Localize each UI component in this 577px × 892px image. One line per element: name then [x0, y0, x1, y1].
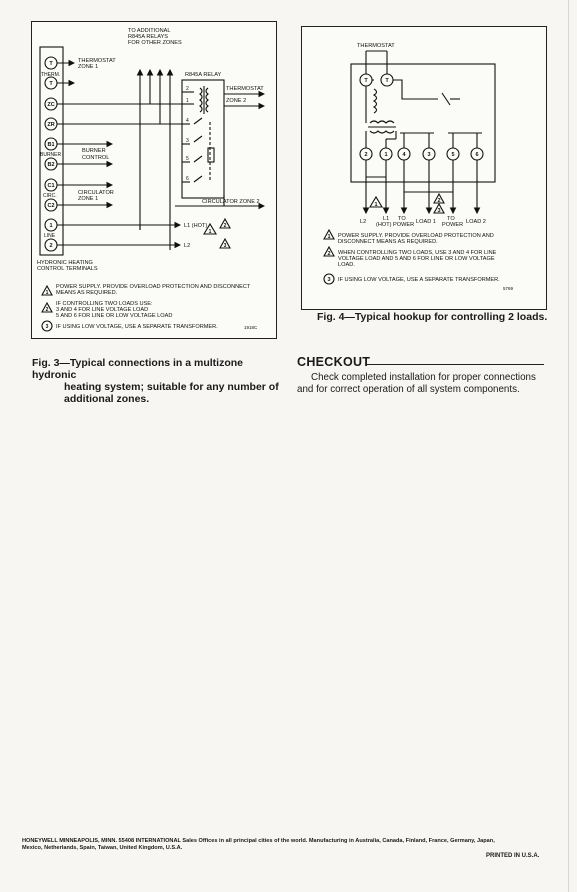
fig3-header-line1: TO ADDITIONAL	[128, 28, 171, 34]
relay-terminal-3: 3	[186, 138, 189, 144]
fig3-tri-1-note: 1	[45, 290, 49, 296]
relay-terminal-5: 5	[186, 156, 189, 162]
fig3-caption-line2: heating system; suitable for any number of	[64, 381, 279, 393]
fig3-l2: L2	[184, 243, 191, 249]
fig3-header-line3: FOR OTHER ZONES	[128, 40, 182, 46]
fig3-caption	[32, 357, 282, 405]
fig4-note2-line1: WHEN CONTROLLING TWO LOADS, USE 3 AND 4 FOR LINE	[338, 250, 497, 256]
fig4-term-6-text: 6	[475, 152, 479, 158]
fig3-terminal-t-lower-text: T	[49, 81, 53, 87]
fig3-terminal-zr-text: ZR	[47, 122, 55, 128]
checkout-body-line2: and for correct operation of all system components.	[297, 384, 520, 395]
fig4-tri-2-diagram: 2	[437, 198, 441, 204]
fig3-note3: IF USING LOW VOLTAGE, USE A SEPARATE TRANSFORMER.	[56, 324, 218, 330]
fig4-l1-line1: L1	[383, 216, 390, 222]
fig3-terminal-b1-text: B1	[47, 142, 55, 148]
fig3-circ-label: CIRC.	[43, 193, 57, 199]
fig3-tri-3-note: 3	[45, 324, 49, 330]
figure-4-wiring-diagram	[302, 27, 546, 309]
relay-terminal-4: 4	[186, 118, 189, 124]
figure-4-box	[301, 26, 547, 310]
checkout-body	[297, 372, 549, 396]
fig3-thermostat-zone2-line1: THERMOSTAT	[226, 86, 264, 92]
fig4-note2-line2: VOLTAGE LOAD AND 5 AND 6 FOR LINE OR LOW VOLTAGE	[338, 256, 495, 262]
fig3-tri-2-diagram: 2	[223, 223, 227, 229]
fig4-load1: LOAD 1	[416, 219, 436, 225]
fig4-term-1-text: 1	[384, 152, 388, 158]
fig3-hydronic-line2: CONTROL TERMINALS	[37, 266, 98, 272]
fig3-caption-line1: Fig. 3—Typical connections in a multizone hydronic	[32, 357, 243, 381]
fig4-l1-line2: (HOT)	[376, 222, 392, 228]
footer-text	[22, 838, 562, 852]
fig4-note2-line3: LOAD.	[338, 262, 355, 268]
fig3-caption-line3: additional zones.	[64, 393, 150, 405]
fig4-tri-2-note: 2	[327, 251, 331, 257]
fig4-l2-label: L2	[360, 219, 367, 225]
fig3-thermostat-zone2-line2: ZONE 2	[226, 98, 247, 104]
fig3-terminal-t-upper-text: T	[49, 61, 53, 67]
fig4-term-2-text: 2	[364, 152, 368, 158]
footer-line1: HONEYWELL MINNEAPOLIS, MINN. 55408 INTERNATIONAL Sales Offices in all principal cities of the world. Manufacturing in Australia, Canada, Finland, France, Germany, Japan,	[22, 838, 495, 844]
fig4-to-power1-line2: POWER	[393, 222, 415, 228]
fig4-to-power1-line1: TO	[398, 216, 406, 222]
fig4-term-5-text: 5	[451, 152, 455, 158]
fig3-therm-label: THERM.	[41, 72, 61, 78]
fig3-terminal-c1-text: C1	[47, 183, 55, 189]
checkout-rule	[366, 364, 544, 365]
fig3-terminal-2-text: 2	[49, 243, 53, 249]
fig4-code: 5769	[503, 286, 514, 291]
fig3-burner-control-line1: BURNER	[82, 148, 106, 154]
fig3-note1-line2: MEANS AS REQUIRED.	[56, 290, 118, 296]
fig4-term-4-text: 4	[402, 152, 406, 158]
fig3-terminal-zc-text: ZC	[47, 102, 55, 108]
fig3-terminal-b2-text: B2	[47, 162, 55, 168]
fig3-terminal-1-text: 1	[49, 223, 53, 229]
fig3-circulator-zone1-line1: CIRCULATOR	[78, 190, 114, 196]
fig3-thermostat-zone1-line1: THERMOSTAT	[78, 58, 116, 64]
fig4-to-power2-line2: POWER	[442, 222, 464, 228]
fig3-note2-line1: IF CONTROLLING TWO LOADS USE:	[56, 301, 153, 307]
fig3-thermostat-zone1-line2: ZONE 1	[78, 64, 99, 70]
fig3-note1-line1: POWER SUPPLY. PROVIDE OVERLOAD PROTECTION AND DISCONNECT	[56, 284, 251, 290]
figure-3-box	[31, 21, 277, 339]
fig4-tri-3-note: 3	[327, 277, 331, 283]
fig3-note2-line3: 5 AND 6 FOR LINE OR LOW VOLTAGE LOAD	[56, 313, 173, 319]
fig3-note2-line2: 3 AND 4 FOR LINE VOLTAGE LOAD	[56, 307, 149, 313]
fig3-burner-control-line2: CONTROL	[82, 155, 110, 161]
relay-terminal-2: 2	[186, 86, 189, 92]
checkout-body-line1: Check completed installation for proper connections	[311, 372, 536, 383]
footer-line2: Mexico, Netherlands, Spain, Taiwan, United Kingdom, U.S.A.	[22, 845, 183, 851]
fig3-terminal-c2-text: C2	[47, 203, 55, 209]
fig4-note1-line1: POWER SUPPLY. PROVIDE OVERLOAD PROTECTION AND	[338, 233, 494, 239]
fig4-t-left-text: T	[364, 78, 368, 84]
fig4-load2: LOAD 2	[466, 219, 486, 225]
fig4-tri-3-diagram: 3	[437, 208, 441, 214]
page-edge-right	[568, 0, 569, 892]
fig3-header-line2: R845A RELAYS	[128, 34, 169, 40]
printed-in-usa: PRINTED IN U.S.A.	[486, 853, 540, 859]
fig3-circulator-zone2: CIRCULATOR ZONE 2	[202, 199, 260, 205]
fig3-l1-hot: L1 (HOT)	[184, 223, 208, 229]
figure-3-wiring-diagram	[32, 22, 276, 338]
fig4-to-power2-line1: TO	[447, 216, 455, 222]
fig3-burner-label: BURNER	[40, 152, 62, 158]
fig4-thermostat-label: THERMOSTAT	[357, 43, 395, 49]
fig4-note1-line2: DISCONNECT MEANS AS REQUIRED.	[338, 239, 438, 245]
fig4-note3: IF USING LOW VOLTAGE, USE A SEPARATE TRANSFORMER.	[338, 277, 500, 283]
fig4-caption: Fig. 4—Typical hookup for controlling 2 loads.	[317, 311, 548, 323]
relay-device-box	[351, 64, 495, 182]
checkout-heading: CHECKOUT	[297, 355, 371, 369]
fig4-term-3-text: 3	[427, 152, 431, 158]
relay-terminal-1: 1	[186, 98, 189, 104]
relay-terminal-6: 6	[186, 176, 189, 182]
fig3-tri-3-diagram: 3	[223, 243, 227, 249]
fig4-tri-1-note: 1	[327, 234, 331, 240]
fig4-t-right-text: T	[385, 78, 389, 84]
fig3-tri-1-diagram: 1	[208, 229, 212, 235]
fig3-tri-2-note: 2	[45, 307, 49, 313]
fig3-relay-label: R845A RELAY	[185, 72, 222, 78]
fig3-code: 1918C	[244, 325, 258, 330]
fig3-line-label: LINE	[44, 233, 56, 239]
fig3-circulator-zone1-line2: ZONE 1	[78, 196, 99, 202]
fig4-tri-1-diagram: 1	[374, 202, 378, 208]
fig3-hydronic-line1: HYDRONIC HEATING	[37, 260, 93, 266]
